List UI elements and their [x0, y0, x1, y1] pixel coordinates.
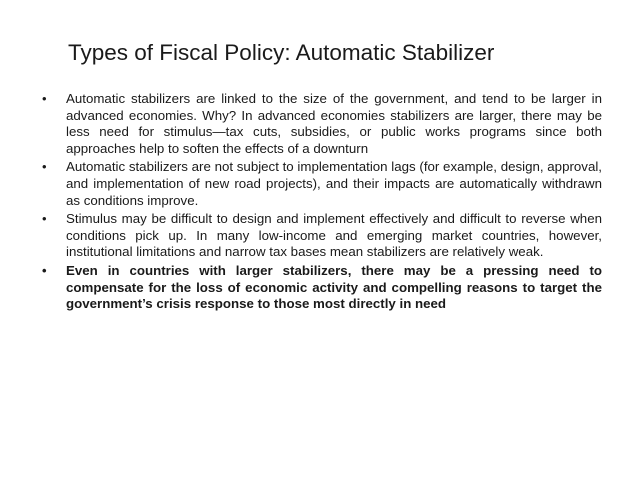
bullet-text: Stimulus may be difficult to design and implement effectively and difficult to reverse when conditions pick up. In many low-income and emerging market countries, however, institutional limitations and narrow tax bases mean stabilizers are relatively weak.: [66, 211, 602, 260]
bullet-text: Even in countries with larger stabilizers, there may be a pressing need to compensate for the loss of economic activity and compelling reasons to target the government’s crisis response to those most directly in need: [66, 262, 602, 312]
bullet-item-emphasis: [42, 263, 602, 313]
bullet-dot-icon: •: [42, 159, 47, 175]
bullet-dot-icon: •: [42, 211, 47, 227]
bullet-list: [42, 91, 602, 315]
bullet-text: Automatic stabilizers are linked to the size of the government, and tend to be larger in advanced economies. Why? In advanced economies stabilizers are larger, there may be less need for stimulus—tax cuts, subsidies, or public works programs since both approaches help to soften the effects of a downturn: [66, 91, 602, 156]
bullet-text: Automatic stabilizers are not subject to implementation lags (for example, design, approval, and implementation of new road projects), and their impacts are automatically withdrawn as conditions improve.: [66, 159, 602, 208]
slide-title: Types of Fiscal Policy: Automatic Stabilizer: [68, 40, 495, 65]
bullet-dot-icon: •: [42, 91, 47, 106]
bullet-dot-icon: •: [42, 262, 47, 278]
bullet-item: [42, 159, 602, 209]
bullet-item: [42, 91, 602, 157]
bullet-item: [42, 211, 602, 261]
